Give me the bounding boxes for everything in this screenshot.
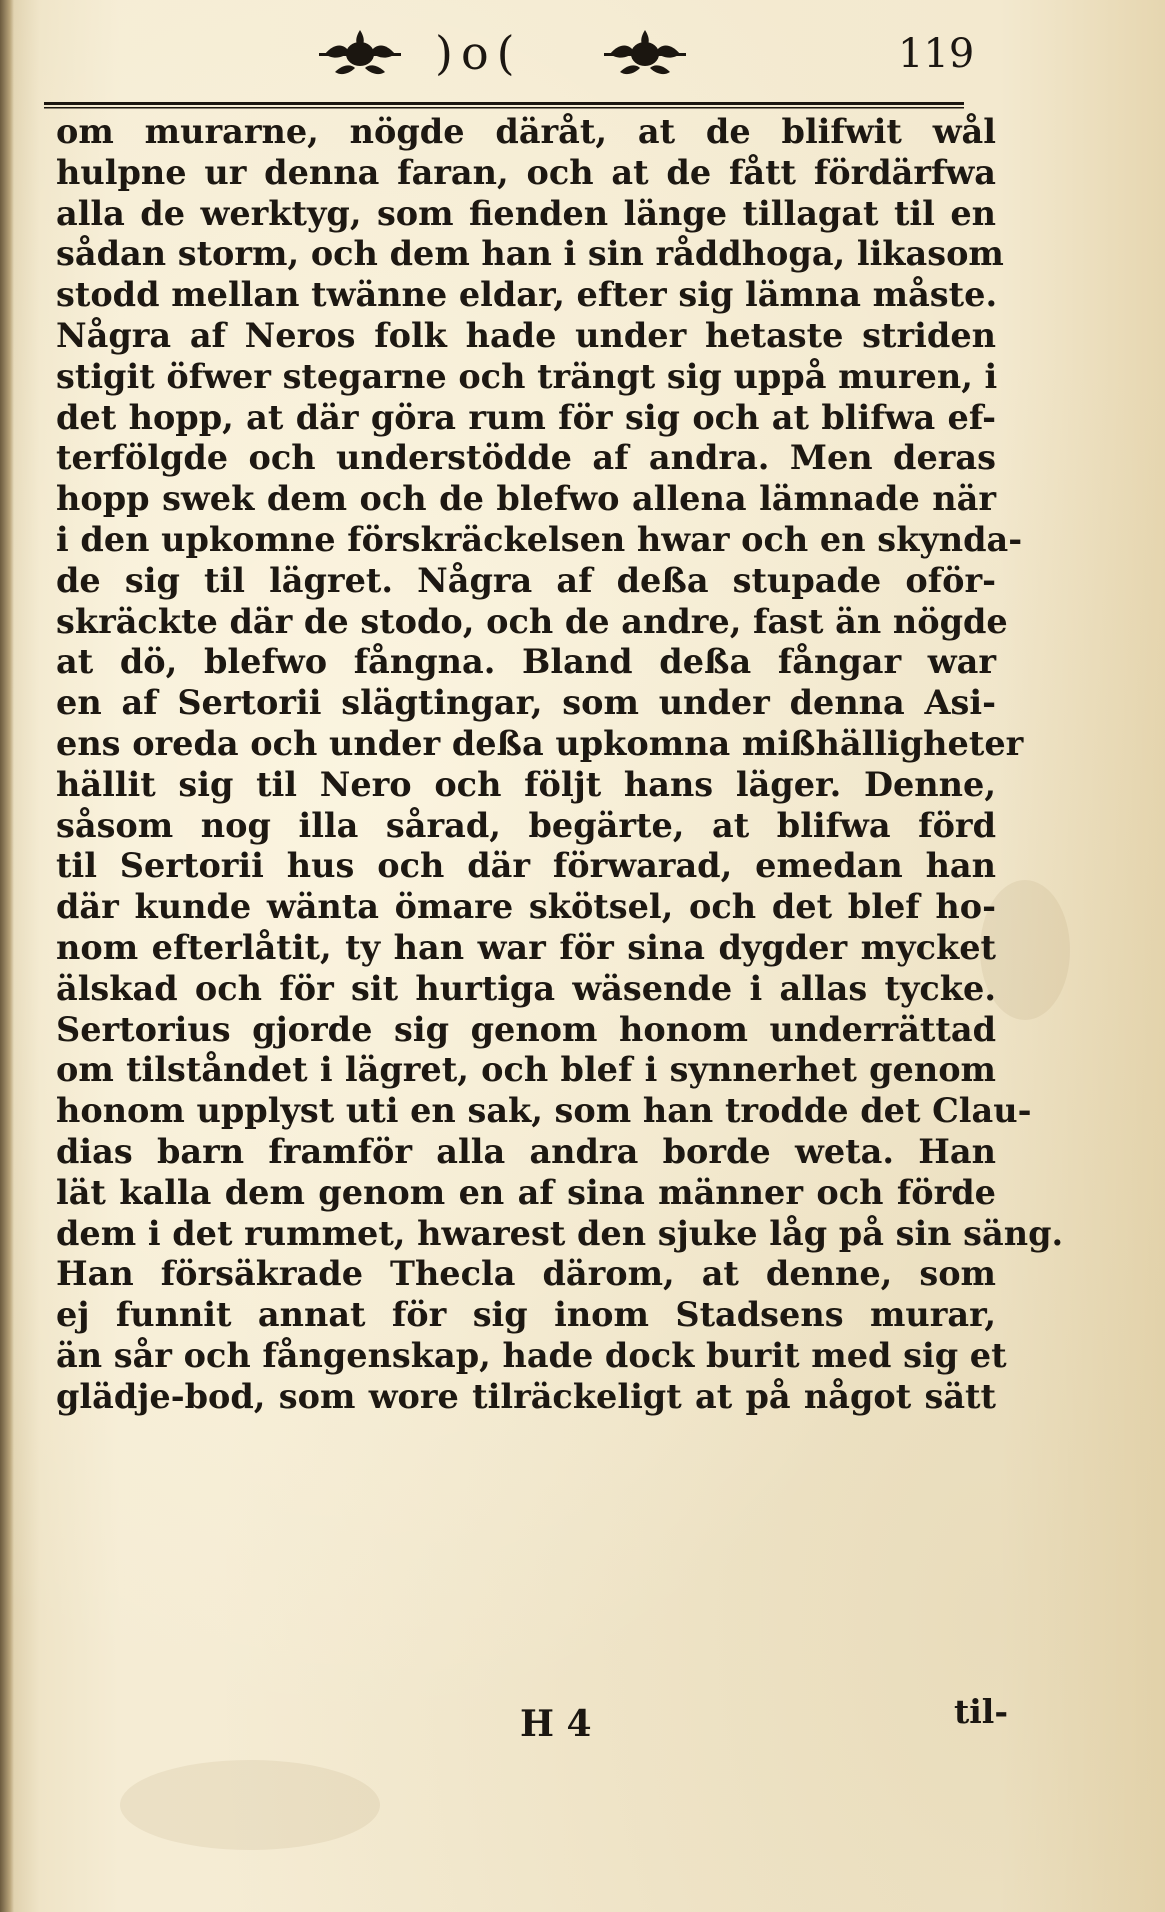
text-line: sådan storm, och dem han i sin råddhoga, likasom <box>56 234 1004 274</box>
text-line: dem i det rummet, hwarest den sjuke låg på sin säng. <box>56 1213 1064 1253</box>
text-line: om murarne, nögde däråt, at de blifwit wål <box>56 112 996 151</box>
text-line: de sig til lägret. Några af deßa stupade oför- <box>56 560 996 600</box>
text-line: terfölgde och understödde af andra. Men deras <box>56 438 996 478</box>
text-line: hopp swek dem och de blefwo allena lämnade när <box>56 479 996 519</box>
text-line: Några af Neros folk hade under hetaste striden <box>56 315 996 355</box>
text-line: dias barn framför alla andra borde weta. Han <box>56 1131 996 1171</box>
text-line: at dö, blefwo fångna. Bland deßa fångar war <box>56 642 996 682</box>
text-line: en af Sertorii slägtingar, som under denna Asi- <box>56 683 996 723</box>
text-line: honom upplyst uti en sak, som han trodde det Clau- <box>56 1091 1032 1131</box>
floral-ornament-icon <box>315 24 405 80</box>
text-line: än sår och fångenskap, hade dock burit med sig et <box>56 1335 1007 1375</box>
header-mark: )o( <box>435 26 523 80</box>
text-line: alla de werktyg, som fienden länge tillagat til en <box>56 193 996 233</box>
text-line: Sertorius gjorde sig genom honom underrättad <box>56 1009 996 1049</box>
floral-ornament-icon <box>600 24 690 80</box>
text-line: det hopp, at där göra rum för sig och at blifwa ef- <box>56 397 996 437</box>
text-line: ens oreda och under deßa upkomna mißhälligheter <box>56 723 1024 763</box>
book-spine-edge <box>0 0 14 1912</box>
text-line: älskad och för sit hurtiga wäsende i allas tycke. <box>56 968 996 1008</box>
signature-mark: H 4 <box>520 1703 592 1745</box>
text-line: i den upkomne förskräckelsen hwar och en skynda- <box>56 519 1023 559</box>
text-line: stodd mellan twänne eldar, efter sig lämna måste. <box>56 275 998 315</box>
page-number: 119 <box>898 31 975 77</box>
text-line: såsom nog illa sårad, begärte, at blifwa förd <box>56 805 996 845</box>
running-header <box>60 18 980 88</box>
text-line: hulpne ur denna faran, och at de fått fördärfwa <box>56 152 996 192</box>
body-text <box>56 112 1064 1418</box>
text-line: stigit öfwer stegarne och trängt sig uppå muren, i <box>56 356 998 396</box>
text-line: ej funnit annat för sig inom Stadsens murar, <box>56 1295 996 1335</box>
text-line: hällit sig til Nero och följt hans läger. Denne, <box>56 764 996 804</box>
text-line: til Sertorii hus och där förwarad, emedan han <box>56 846 996 886</box>
text-line: lät kalla dem genom en af sina männer och förde <box>56 1172 996 1212</box>
text-line: om tilståndet i lägret, och blef i synnerhet genom <box>56 1050 996 1090</box>
text-line: Han försäkrade Thecla därom, at denne, som <box>56 1254 996 1294</box>
text-line: nom efterlåtit, ty han war för sina dygder mycket <box>56 927 996 967</box>
paper-stain <box>120 1760 380 1850</box>
header-rule <box>44 98 964 112</box>
text-line: skräckte där de stodo, och de andre, fast än nögde <box>56 601 1008 641</box>
text-line: glädje-bod, som wore tilräckeligt at på något sätt <box>56 1376 996 1416</box>
text-line: där kunde wänta ömare skötsel, och det blef ho- <box>56 887 996 927</box>
catchword: til- <box>954 1692 1009 1731</box>
